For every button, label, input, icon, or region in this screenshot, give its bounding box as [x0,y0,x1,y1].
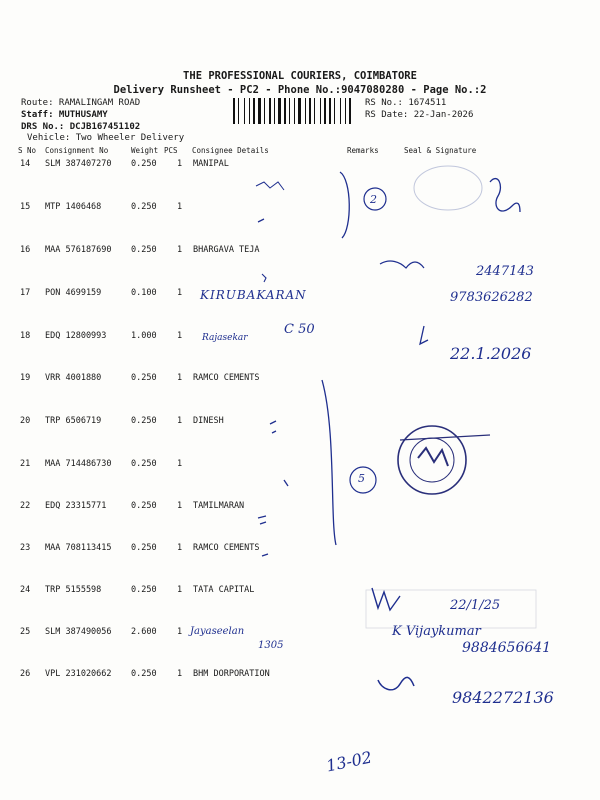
signature-mark [372,588,400,610]
hw-r18-note: C 50 [284,322,315,337]
row-consignment-no: VRR 4001880 [45,373,102,383]
row-sno: 14 [20,159,31,169]
col-seal-signature: Seal & Signature [404,146,477,155]
scribble-mark [262,274,266,282]
row-weight: 0.250 [131,585,157,595]
hw-r18-date: 22.1.2026 [450,344,532,363]
row-weight: 0.250 [131,459,157,469]
hw-r24-signature: K Vijaykumar [392,624,481,639]
staff-label: Staff: MUTHUSAMY [21,110,108,120]
runsheet-company-title: THE PROFESSIONAL COURIERS, COIMBATORE [183,70,417,82]
col-weight: Weight [131,146,159,155]
row-pcs: 1 [177,331,183,341]
bracket-mark [340,172,349,238]
row-weight: 0.250 [131,159,157,169]
row-weight: 1.000 [131,331,157,341]
row-consignment-no: MAA 576187690 [45,245,112,255]
row-consignee-details: BHARGAVA TEJA [193,245,260,255]
hw-r25-phone: 9884656641 [462,640,552,656]
hw-r26-phone: 9842272136 [452,688,554,707]
row-pcs: 1 [177,627,183,637]
hw-r25-num: 1305 [258,640,284,651]
row-consignee-details: DINESH [193,416,224,426]
row-consignment-no: TRP 6506719 [45,416,102,426]
row-consignee-details: RAMCO CEMENTS [193,543,260,553]
row-consignee-details: MANIPAL [193,159,229,169]
row-consignment-no: TRP 5155598 [45,585,102,595]
row-pcs: 1 [177,416,183,426]
hw-r17-phone: 9783626282 [450,290,533,305]
row-consignment-no: PON 4699159 [45,288,102,298]
row-sno: 19 [20,373,31,383]
col-consignment: Consignment No [45,146,109,155]
row-sno: 21 [20,459,31,469]
faint-stamp [414,166,482,210]
drs-label: DRS No.: DCJB167451102 [21,122,141,132]
row-pcs: 1 [177,288,183,298]
row-consignment-no: EDQ 23315771 [45,501,107,511]
signature-mark [378,677,414,689]
row-sno: 18 [20,331,31,341]
row-consignment-no: VPL 231020662 [45,669,112,679]
bracket-mark [322,380,336,545]
hw-r16-phone: 2447143 [476,264,534,279]
hw-footer-note: 13-02 [324,747,374,776]
scribble-mark [262,554,268,556]
row-weight: 0.250 [131,543,157,553]
row-pcs: 1 [177,669,183,679]
col-pcs: PCS [164,146,178,155]
row-sno: 23 [20,543,31,553]
row-sno: 20 [20,416,31,426]
row-weight: 0.250 [131,245,157,255]
row-sno: 22 [20,501,31,511]
scribble-mark [256,182,284,190]
row-consignee-details: RAMCO CEMENTS [193,373,260,383]
row-sno: 16 [20,245,31,255]
rs-number: RS No.: 1674511 [365,98,447,108]
row-pcs: 1 [177,159,183,169]
hw-r18-name: Rajasekar [202,333,248,343]
route-label: Route: RAMALINGAM ROAD [21,98,141,108]
signature-mark [420,326,428,344]
col-consignee-details: Consignee Details [192,146,269,155]
signature-mark [490,179,520,212]
row-consignment-no: MAA 708113415 [45,543,112,553]
row-consignment-no: SLM 387407270 [45,159,112,169]
hw-r17-name: KIRUBAKARAN [200,288,307,302]
row-weight: 2.600 [131,627,157,637]
row-weight: 0.250 [131,373,157,383]
row-sno: 25 [20,627,31,637]
row-pcs: 1 [177,585,183,595]
hw-circle-count-b: 5 [358,472,365,485]
hw-r25-name: Jayaseelan [190,626,245,637]
row-consignment-no: MTP 1406468 [45,202,102,212]
row-sno: 26 [20,669,31,679]
row-pcs: 1 [177,459,183,469]
row-consignee-details: TATA CAPITAL [193,585,255,595]
row-sno: 15 [20,202,31,212]
row-consignment-no: EDQ 12800993 [45,331,107,341]
row-consignee-details: BHM DORPORATION [193,669,270,679]
row-pcs: 1 [177,245,183,255]
signature-mark [380,261,424,268]
ramco-seal-stamp [398,426,490,494]
row-pcs: 1 [177,501,183,511]
row-weight: 0.250 [131,501,157,511]
col-sno: S No [18,146,37,155]
row-consignee-details: TAMILMARAN [193,501,245,511]
hw-r24-date: 22/1/25 [450,598,501,613]
row-consignment-no: MAA 714486730 [45,459,112,469]
row-pcs: 1 [177,373,183,383]
scribble-mark [258,516,266,524]
row-pcs: 1 [177,202,183,212]
scribble-mark [284,480,288,486]
row-weight: 0.250 [131,669,157,679]
row-sno: 17 [20,288,31,298]
hw-circle-count-a: 2 [370,193,377,206]
runsheet-subtitle: Delivery Runsheet - PC2 - Phone No.:9047080280 - Page No.:2 [113,84,487,96]
row-sno: 24 [20,585,31,595]
row-weight: 0.100 [131,288,157,298]
row-weight: 0.250 [131,202,157,212]
scribble-mark [258,219,264,222]
col-remarks: Remarks [347,146,379,155]
row-weight: 0.250 [131,416,157,426]
vehicle-label: Vehicle: Two Wheeler Delivery [27,133,185,143]
row-pcs: 1 [177,543,183,553]
row-consignment-no: SLM 387490056 [45,627,112,637]
scribble-mark [270,421,276,433]
rs-date: RS Date: 22-Jan-2026 [365,110,474,120]
